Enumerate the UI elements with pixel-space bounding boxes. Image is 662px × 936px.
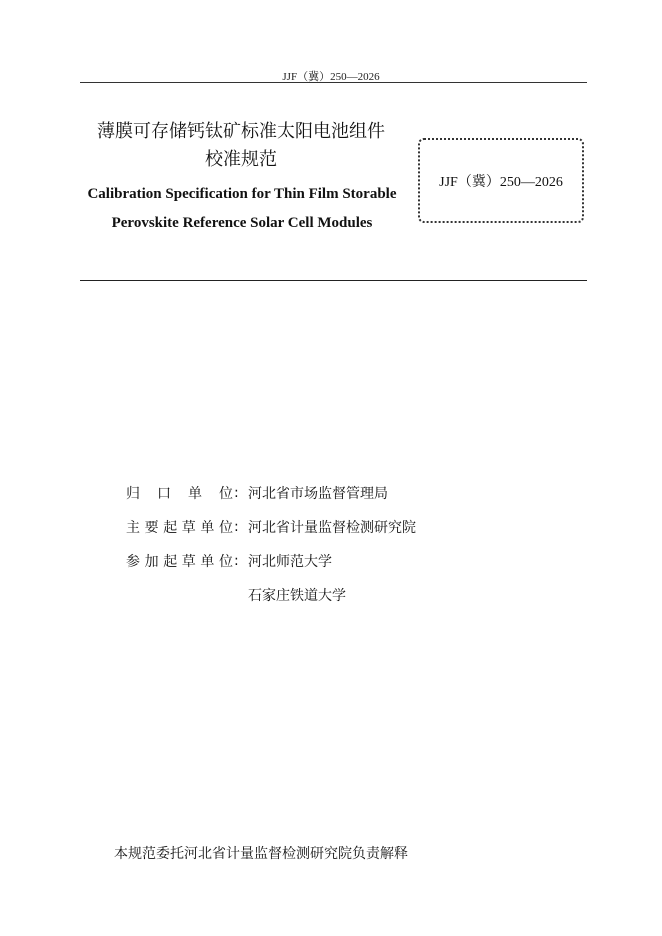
org-value: 石家庄铁道大学 — [248, 588, 346, 604]
org-label: 归口单位 — [126, 486, 234, 502]
org-row-competent-unit — [126, 476, 416, 510]
org-row-participating-drafter — [126, 544, 416, 578]
org-label: 参加起草单位 — [126, 554, 234, 570]
org-colon: : — [234, 553, 239, 569]
title-divider — [80, 280, 587, 281]
title-chinese-line2: 校准规范 — [205, 149, 277, 170]
org-value: 河北省计量监督检测研究院 — [248, 520, 416, 536]
org-value: 河北师范大学 — [248, 554, 332, 570]
org-value: 河北省市场监督管理局 — [248, 486, 388, 502]
header-divider — [80, 82, 587, 83]
org-label: 主要起草单位 — [126, 520, 234, 536]
title-chinese — [80, 118, 402, 174]
drafting-organizations — [126, 476, 416, 612]
header-standard-code: JJF（冀）250—2026 — [282, 71, 380, 83]
org-row-participating-drafter-2 — [126, 578, 416, 612]
title-english — [72, 180, 412, 238]
interpretation-note: 本规范委托河北省计量监督检测研究院负责解释 — [114, 846, 408, 862]
title-english-line2: Perovskite Reference Solar Cell Modules — [111, 215, 373, 231]
org-colon: : — [234, 519, 239, 535]
org-row-main-drafter — [126, 510, 416, 544]
title-english-line1: Calibration Specification for Thin Film Storable — [87, 186, 397, 202]
standard-code-box — [418, 138, 584, 223]
standard-code-text: JJF（冀）250—2026 — [439, 174, 563, 190]
org-colon: : — [234, 485, 239, 501]
title-chinese-line1: 薄膜可存储钙钛矿标准太阳电池组件 — [97, 121, 385, 142]
